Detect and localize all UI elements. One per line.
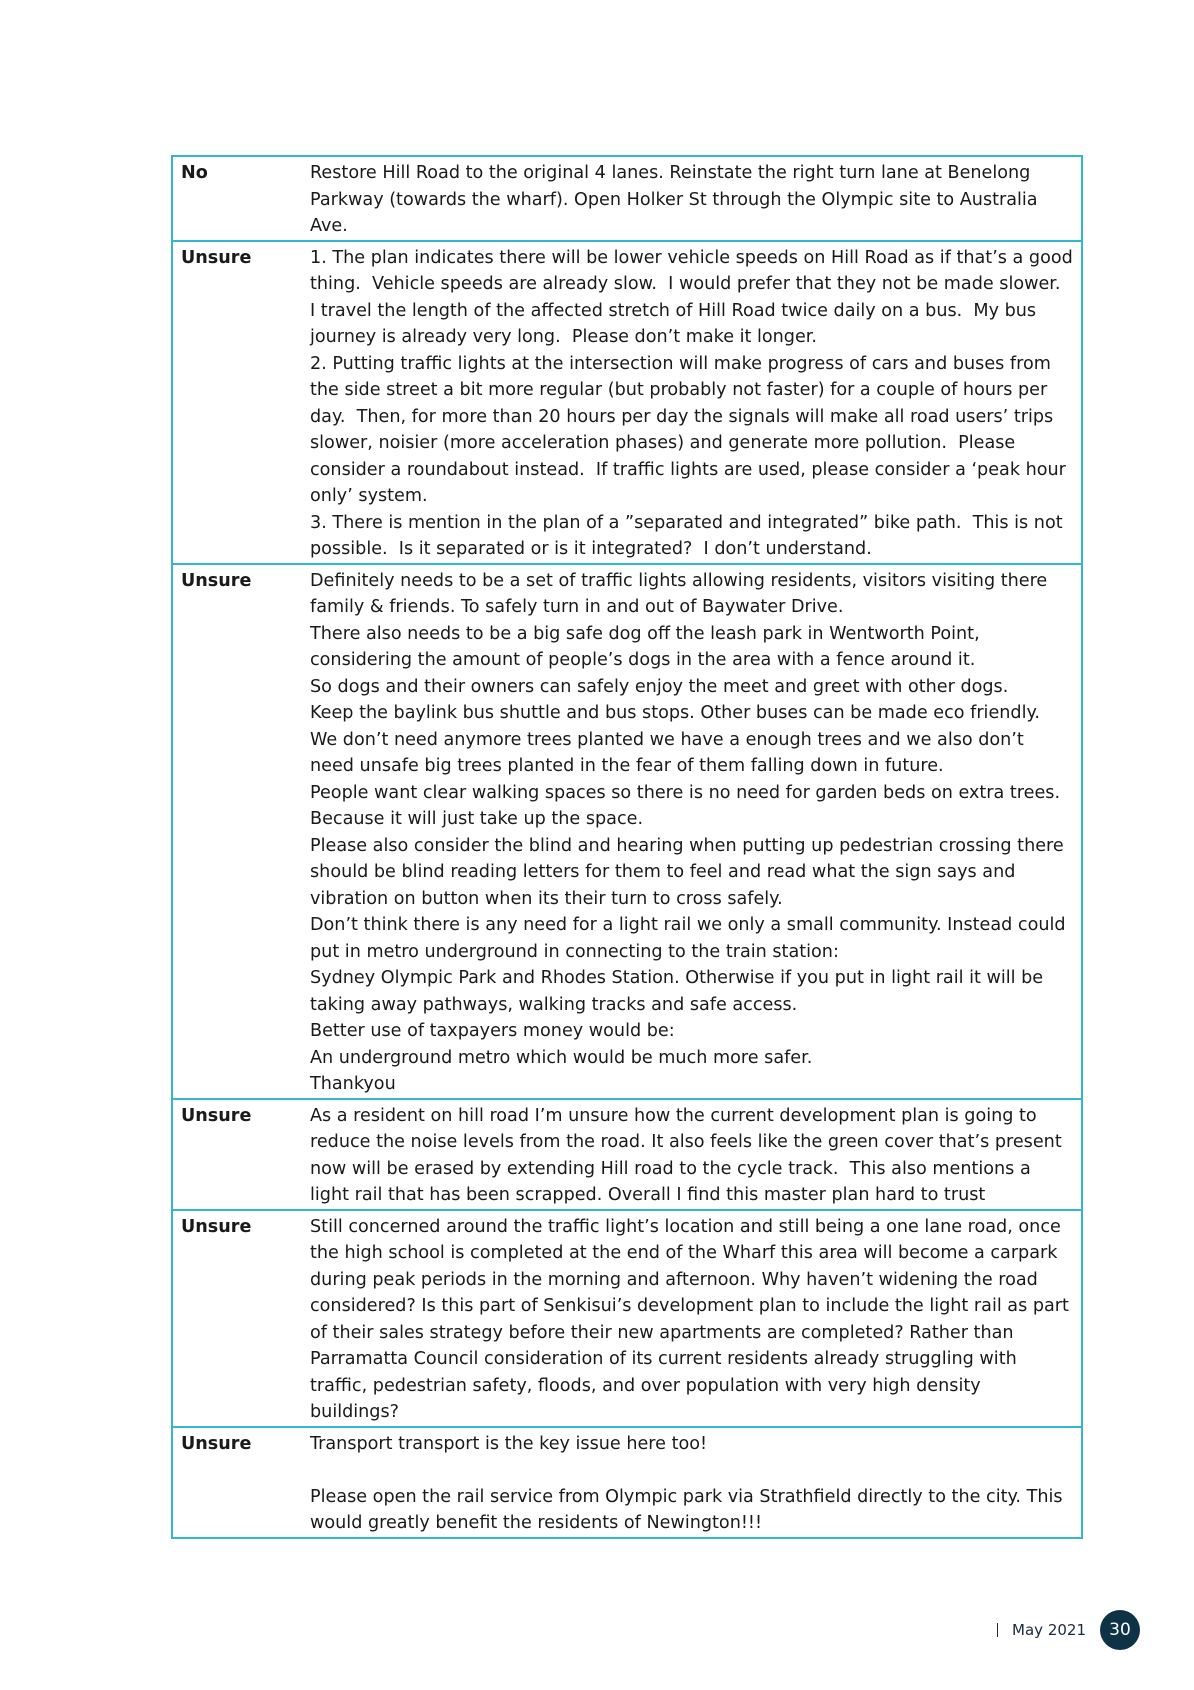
- response-answer: Unsure: [172, 564, 302, 1099]
- table-row: [172, 241, 1082, 564]
- comment-paragraph: Sydney Olympic Park and Rhodes Station. Otherwise if you put in light rail it will be taking away pathways, walking tracks and safe access.: [310, 968, 1049, 1015]
- comment-paragraph: Definitely needs to be a set of traffic lights allowing residents, visitors visiting there family & friends. To safely turn in and out of Baywater Drive.: [310, 570, 1053, 617]
- comment-paragraph: Transport transport is the key issue here too!: [310, 1433, 708, 1454]
- comment-paragraph: Thankyou: [310, 1074, 396, 1094]
- comment-paragraph: 3. There is mention in the plan of a ”separated and integrated” bike path. This is not possible. Is it separated or is it integrated? I don’t understand.: [310, 512, 1069, 559]
- comment-paragraph: So dogs and their owners can safely enjoy the meet and greet with other dogs.: [310, 676, 1009, 697]
- page-number-badge: 30: [1100, 1610, 1140, 1650]
- comment-paragraph: Restore Hill Road to the original 4 lanes. Reinstate the right turn lane at Benelong Parkway (towards the wharf). Open Holker St through the Olympic site to Australia Ave.: [310, 163, 1044, 236]
- responses-table: [171, 155, 1083, 1539]
- response-comment: [302, 156, 1082, 241]
- comment-paragraph: An underground metro which would be much more safer.: [310, 1047, 813, 1068]
- table-row: [172, 156, 1082, 241]
- response-answer: Unsure: [172, 1210, 302, 1427]
- comment-paragraph: Please also consider the blind and hearing when putting up pedestrian crossing there should be blind reading letters for them to feel and read what the sign says and vibration on button when its their turn to cross safely.: [310, 835, 1070, 909]
- comment-paragraph: 1. The plan indicates there will be lower vehicle speeds on Hill Road as if that’s a good thing. Vehicle speeds are already slow. I would prefer that they not be made slower. I travel the length of the affected stretch of Hill Road twice daily on a bus. My bus journey is already very long. Please don’t make it longer.: [310, 247, 1079, 347]
- table-row: [172, 1210, 1082, 1427]
- response-answer: No: [172, 156, 302, 241]
- response-answer: Unsure: [172, 1099, 302, 1210]
- response-comment: [302, 241, 1082, 564]
- table-row: [172, 1099, 1082, 1210]
- response-comment: [302, 1099, 1082, 1210]
- response-answer: Unsure: [172, 1427, 302, 1538]
- comment-paragraph: Keep the baylink bus shuttle and bus stops. Other buses can be made eco friendly.: [310, 703, 1040, 723]
- responses-table-body: [172, 156, 1082, 1538]
- response-comment: [302, 1427, 1082, 1538]
- footer-divider: [997, 1623, 998, 1637]
- comment-blank-line: [310, 1457, 1073, 1484]
- comment-paragraph: Don’t think there is any need for a light rail we only a small community. Instead could put in metro underground in connecting to the train station:: [310, 915, 1072, 962]
- comment-paragraph: Still concerned around the traffic light’s location and still being a one lane road, once the high school is completed at the end of the Wharf this area will become a carpark during peak periods in the morning and afternoon. Why haven’t widening the road considered? Is this part of Senkisui’s development plan to include the light rail as part of their sales strategy before their new apartments are completed? Rather than Parramatta Council consideration of its current residents already struggling with traffic, pedestrian safety, floods, and over population with very high density buildings?: [310, 1216, 1075, 1422]
- response-answer: Unsure: [172, 241, 302, 564]
- response-comment: [302, 1210, 1082, 1427]
- comment-paragraph: We don’t need anymore trees planted we have a enough trees and we also don’t need unsafe big trees planted in the fear of them falling down in future.: [310, 729, 1030, 776]
- comment-paragraph: As a resident on hill road I’m unsure how the current development plan is going to reduce the noise levels from the road. It also feels like the green cover that’s present now will be erased by extending Hill road to the cycle track. This also mentions a light rail that has been scrapped. Overall I find this master plan hard to trust: [310, 1105, 1068, 1205]
- page-footer: [997, 1608, 1140, 1652]
- table-row: [172, 1427, 1082, 1538]
- comment-paragraph: 2. Putting traffic lights at the intersection will make progress of cars and buses from the side street a bit more regular (but probably not faster) for a couple of hours per day. Then, for more than 20 hours per day the signals will make all road users’ trips slower, noisier (more acceleration phases) and generate more pollution. Please consider a roundabout instead. If traffic lights are used, please consider a ‘peak hour only’ system.: [310, 353, 1072, 506]
- response-comment: [302, 564, 1082, 1099]
- comment-paragraph: People want clear walking spaces so there is no need for garden beds on extra trees. Because it will just take up the space.: [310, 782, 1066, 829]
- footer-date: May 2021: [1012, 1621, 1086, 1639]
- table-row: [172, 564, 1082, 1099]
- comment-paragraph: There also needs to be a big safe dog off the leash park in Wentworth Point, considering the amount of people’s dogs in the area with a fence around it.: [310, 623, 986, 670]
- comment-paragraph: Please open the rail service from Olympic park via Strathfield directly to the city. This would greatly benefit the residents of Newington!!!: [310, 1486, 1069, 1533]
- comment-paragraph: Better use of taxpayers money would be:: [310, 1021, 675, 1041]
